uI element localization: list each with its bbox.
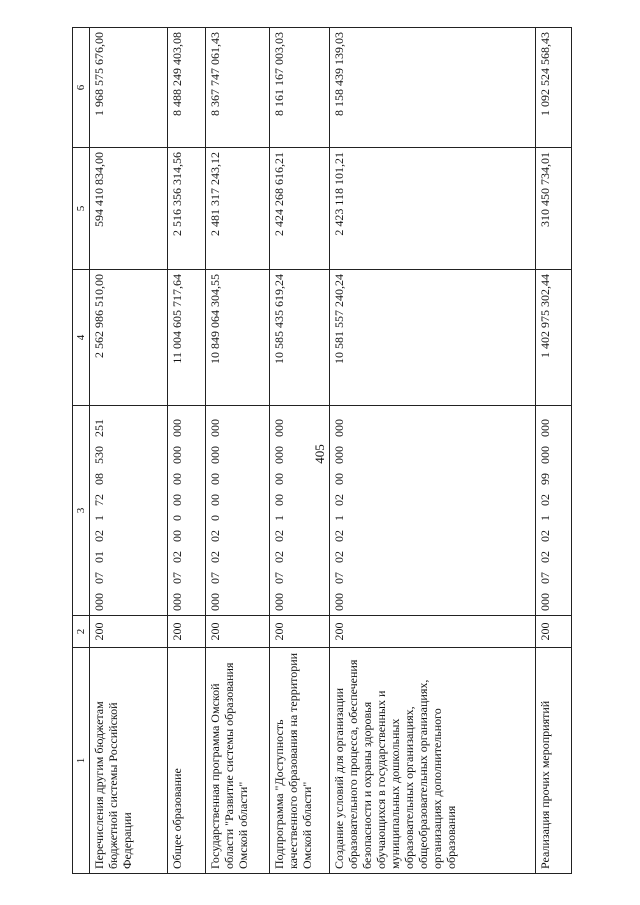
header-col-3: 3 xyxy=(73,406,90,616)
code-part: 01 xyxy=(92,551,106,563)
row-value-5: 2 481 317 243,12 xyxy=(206,148,270,270)
table-row xyxy=(270,28,330,874)
code-part: 0 xyxy=(208,515,222,521)
code-part: 251 xyxy=(92,419,106,437)
row-kvr: 200 xyxy=(90,616,168,648)
code-part: 00 xyxy=(272,473,286,485)
row-value-4: 2 562 986 510,00 xyxy=(90,270,168,406)
code-part: 02 xyxy=(332,530,346,542)
code-part: 72 xyxy=(92,494,106,506)
code-part: 000 xyxy=(272,446,286,464)
code-part: 02 xyxy=(170,551,184,563)
row-codes xyxy=(270,406,330,616)
table-row xyxy=(536,28,572,874)
row-kvr: 200 xyxy=(536,616,572,648)
row-value-5: 310 450 734,01 xyxy=(536,148,572,270)
code-part: 000 xyxy=(92,593,106,611)
row-name: Перечисления другим бюджетам бюджетной системы Российской Федерации xyxy=(90,648,168,874)
code-part: 02 xyxy=(208,551,222,563)
code-part: 02 xyxy=(538,551,552,563)
code-part: 99 xyxy=(538,473,552,485)
code-part: 02 xyxy=(538,494,552,506)
table-row xyxy=(330,28,536,874)
row-value-4: 10 581 557 240,24 xyxy=(330,270,536,406)
code-part: 000 xyxy=(332,419,346,437)
budget-table xyxy=(72,27,572,874)
code-part: 000 xyxy=(538,593,552,611)
code-part: 000 xyxy=(208,446,222,464)
row-codes xyxy=(206,406,270,616)
row-value-4: 11 004 605 717,64 xyxy=(168,270,206,406)
code-part: 02 xyxy=(92,530,106,542)
code-part: 000 xyxy=(272,419,286,437)
code-part: 02 xyxy=(272,551,286,563)
row-name: Подпрограмма "Доступность качественного образования на территории Омской области" xyxy=(270,648,330,874)
code-part: 1 xyxy=(92,515,106,521)
code-part: 000 xyxy=(208,593,222,611)
code-part: 02 xyxy=(332,551,346,563)
code-part: 00 xyxy=(272,494,286,506)
code-part: 00 xyxy=(208,494,222,506)
page-number: 405 xyxy=(312,444,327,464)
row-value-5: 594 410 834,00 xyxy=(90,148,168,270)
code-part: 000 xyxy=(170,593,184,611)
row-codes xyxy=(330,406,536,616)
code-part: 00 xyxy=(208,473,222,485)
code-part: 1 xyxy=(538,515,552,521)
row-codes xyxy=(536,406,572,616)
header-col-1: 1 xyxy=(73,648,90,874)
code-part: 07 xyxy=(170,572,184,584)
code-part: 02 xyxy=(538,530,552,542)
code-part: 00 xyxy=(170,530,184,542)
code-part: 07 xyxy=(272,572,286,584)
row-value-6: 8 488 249 403,08 xyxy=(168,28,206,148)
header-col-4: 4 xyxy=(73,270,90,406)
table-row xyxy=(168,28,206,874)
code-part: 000 xyxy=(170,419,184,437)
row-codes xyxy=(168,406,206,616)
code-part: 00 xyxy=(332,473,346,485)
code-part: 02 xyxy=(272,530,286,542)
row-kvr: 200 xyxy=(270,616,330,648)
code-part: 1 xyxy=(332,515,346,521)
code-part: 00 xyxy=(170,494,184,506)
row-name: Общее образование xyxy=(168,648,206,874)
row-value-6: 8 158 439 139,03 xyxy=(330,28,536,148)
row-value-5: 2 424 268 616,21 xyxy=(270,148,330,270)
row-kvr: 200 xyxy=(330,616,536,648)
budget-table-rotated xyxy=(72,28,552,874)
code-part: 02 xyxy=(208,530,222,542)
code-part: 07 xyxy=(92,572,106,584)
row-value-5: 2 516 356 314,56 xyxy=(168,148,206,270)
code-part: 07 xyxy=(332,572,346,584)
row-value-6: 1 968 575 676,00 xyxy=(90,28,168,148)
row-value-6: 8 161 167 003,03 xyxy=(270,28,330,148)
row-value-6: 8 367 747 061,43 xyxy=(206,28,270,148)
code-part: 1 xyxy=(272,515,286,521)
row-value-4: 10 585 435 619,24 xyxy=(270,270,330,406)
code-part: 07 xyxy=(208,572,222,584)
header-col-2: 2 xyxy=(73,616,90,648)
header-col-6: 6 xyxy=(73,28,90,148)
table-row xyxy=(90,28,168,874)
code-part: 000 xyxy=(170,446,184,464)
code-part: 0 xyxy=(170,515,184,521)
header-row xyxy=(73,28,90,874)
row-kvr: 200 xyxy=(206,616,270,648)
header-col-5: 5 xyxy=(73,148,90,270)
row-name: Создание условий для организации образовательного процесса, обеспечения безопасности и охраны здоровья обучающихся в государственных и муниципальных дошкольных образовательных организациях, общеобразовательных организациях, организациях дополнительного образования xyxy=(330,648,536,874)
code-part: 000 xyxy=(538,419,552,437)
code-part: 000 xyxy=(332,446,346,464)
code-part: 07 xyxy=(538,572,552,584)
row-value-4: 1 402 975 302,44 xyxy=(536,270,572,406)
code-part: 02 xyxy=(332,494,346,506)
row-value-6: 1 092 524 568,43 xyxy=(536,28,572,148)
row-value-4: 10 849 064 304,55 xyxy=(206,270,270,406)
row-name: Государственная программа Омской области "Развитие системы образования Омской области" xyxy=(206,648,270,874)
code-part: 530 xyxy=(92,446,106,464)
row-value-5: 2 423 118 101,21 xyxy=(330,148,536,270)
code-part: 08 xyxy=(92,473,106,485)
row-name: Реализация прочих мероприятий xyxy=(536,648,572,874)
row-kvr: 200 xyxy=(168,616,206,648)
code-part: 000 xyxy=(208,419,222,437)
table-row xyxy=(206,28,270,874)
code-part: 000 xyxy=(272,593,286,611)
code-part: 000 xyxy=(332,593,346,611)
code-part: 00 xyxy=(170,473,184,485)
row-codes xyxy=(90,406,168,616)
code-part: 000 xyxy=(538,446,552,464)
budget-table-wrapper xyxy=(72,28,552,874)
